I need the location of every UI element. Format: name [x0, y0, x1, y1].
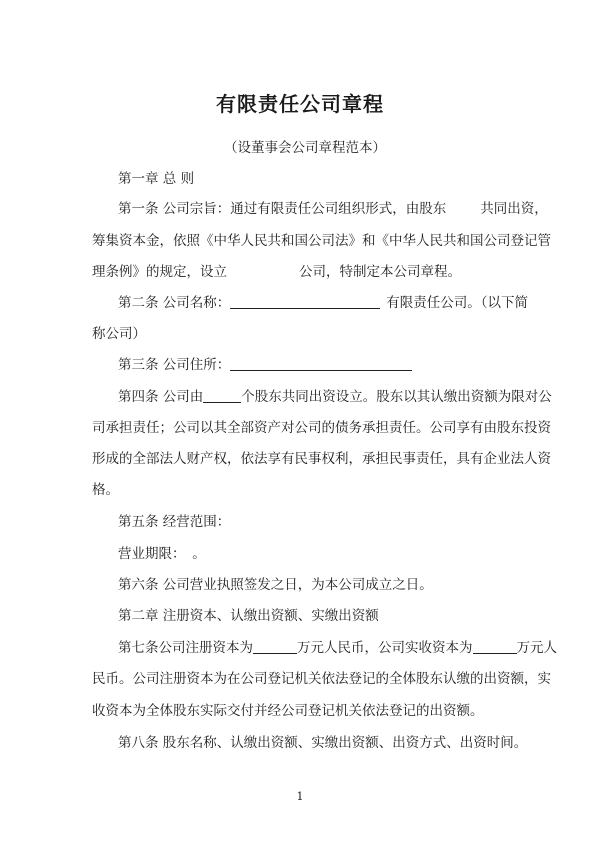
article-2-line-1: [118, 294, 529, 312]
article-4-text-a: 第四条 公司由: [118, 389, 204, 405]
company-name-blank: [230, 295, 380, 309]
article-2-text-a: 第二条 公司名称：: [118, 295, 231, 311]
document-title: 有限责任公司章程: [216, 92, 384, 116]
article-1-text-e: 公司，特制定本公司章程。: [299, 264, 461, 280]
page-number: 1: [296, 790, 304, 803]
article-1-text-b: 共同出资，: [480, 201, 548, 217]
shareholder-count-blank: [203, 389, 241, 403]
article-4-line-2: 司承担责任；公司以其全部资产对公司的债务承担责任。公司享有由股东投资: [92, 420, 551, 436]
article-5-line-1: 第五条 经营范围：: [118, 514, 231, 530]
article-1-text-d: 理条例》的规定，设立: [92, 264, 227, 280]
article-8-line-1: 第八条 股东名称、认缴出资额、实缴出资额、出资方式、出资时间。: [118, 735, 528, 751]
article-1-text-a: 第一条 公司宗旨：通过有限责任公司组织形式，由股东: [118, 201, 447, 217]
business-term-line: 营业期限： 。: [118, 546, 206, 562]
article-1-line-3: [92, 263, 522, 281]
article-7-text-b: 万元人民币，公司实收资本为: [297, 640, 473, 656]
chapter-2-heading: 第二章 注册资本、认缴出资额、实缴出资额: [118, 608, 379, 624]
paid-in-capital-blank: [473, 640, 517, 654]
article-4-line-1: [118, 388, 552, 406]
address-blank: [230, 357, 412, 371]
article-1-line-1: [118, 200, 548, 218]
article-4-text-b: 个股东共同出资设立。股东以其认缴出资额为限对公: [241, 389, 552, 405]
article-3-text-a: 第三条 公司住所：: [118, 357, 231, 373]
article-1-line-2: 筹集资本金，依照《中华人民共和国公司法》和《中华人民共和国公司登记管: [92, 233, 551, 249]
article-6-line-1: 第六条 公司营业执照签发之日，为本公司成立之日。: [118, 577, 433, 593]
article-2-text-b: 有限责任公司。（以下简: [386, 295, 529, 311]
article-4-line-3: 形成的全部法人财产权，依法享有民事权利，承担民事责任，具有企业法人资: [92, 451, 551, 467]
article-7-line-2: 民币。公司注册资本为在公司登记机关依法登记的全体股东认缴的出资额，实: [92, 671, 551, 687]
article-4-line-4: 格。: [92, 482, 119, 498]
article-2-line-2: 称公司）: [92, 326, 146, 342]
article-7-text-a: 第七条公司注册资本为: [118, 640, 253, 656]
document-subtitle: （设董事会公司章程范本）: [224, 140, 386, 156]
registered-capital-blank: [253, 640, 297, 654]
article-7-text-c: 万元人: [516, 640, 557, 656]
article-3-line-1: [118, 356, 522, 374]
article-7-line-3: 收资本为全体股东实际交付并经公司登记机关依法登记的出资额。: [92, 703, 484, 719]
chapter-1-heading: 第一章 总 则: [118, 171, 195, 187]
article-7-line-1: [118, 639, 557, 657]
